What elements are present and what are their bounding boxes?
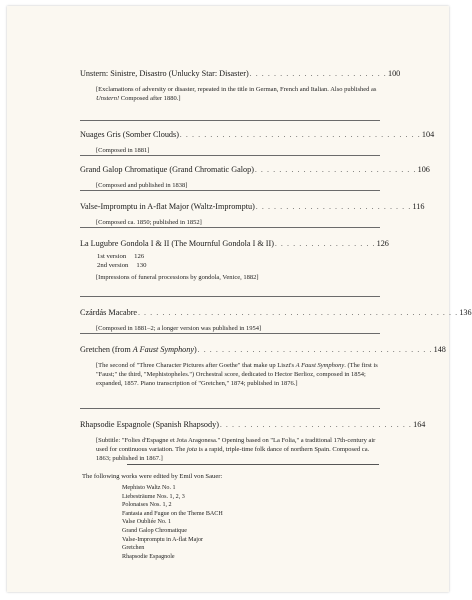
entry-title: La Lugubre Gondola I & II (The Mournful Gondola I & II) [80,239,274,248]
version-page: 130 [136,262,147,269]
entry-note: [Composed and published in 1838] [96,182,188,189]
entry-note: [Impressions of funeral processions by gondola, Venice, 1882] [96,274,259,281]
version-list [80,250,380,270]
note-text: [The second of "Three Character Pictures after Goethe" that make up Liszt's [96,362,296,369]
entry-row [80,68,401,80]
toc-entry-grand-galop[interactable] [80,158,430,191]
dot-leader: . . . . . . . . . . . . . . . . . . . . . . . . . . . . . . . . [219,421,413,429]
version-page: 126 [134,253,145,260]
title-text: ) [194,345,197,354]
edited-work-item: Grand Galop Chromatique [122,527,187,534]
entry-row [80,230,389,250]
entry-row [80,193,425,213]
toc-entry-czardas-macabre[interactable] [80,299,472,334]
entry-note: [Composed in 1881–2; a longer version was published in 1954] [96,325,262,332]
note-italic: Unstern! [96,95,120,102]
entry-row [80,123,435,141]
entry-page-number: 136 [459,308,472,317]
edited-work-item: Mephisto Waltz No. 1 [122,485,176,491]
dot-leader: . . . . . . . . . . . . . . . . . . . . . . . . . . [255,203,412,211]
version-label: 1st version [97,253,127,260]
editor-note [82,472,382,561]
edited-work-item: Liebesträume Nos. 1, 2, 3 [122,493,185,500]
entry-page-number: 106 [417,165,430,174]
edited-work-item: Polonaises Nos. 1, 2 [122,502,172,509]
entry-title: Unstern: Sinistre, Disastro (Unlucky Star: Disaster) [80,69,249,78]
book-page [7,6,472,592]
entry-page-number: 100 [387,69,401,78]
toc-entry-valse-impromptu[interactable] [80,193,425,228]
entry-note [80,80,380,103]
entry-note [80,431,380,463]
entry-title: Rhapsodie Espagnole (Spanish Rhapsody) [80,420,219,429]
entry-page-number: 116 [412,202,425,211]
entry-page-number: 126 [376,239,389,248]
entry-title: Nuages Gris (Somber Clouds) [80,130,179,139]
title-text: Gretchen (from [80,345,133,354]
entry-row [80,336,446,356]
dot-leader: . . . . . . . . . . . . . . . . . [274,240,376,248]
toc-entry-gretchen[interactable] [80,336,446,409]
dot-leader: . . . . . . . . . . . . . . . . . . . . . . . . . . . . . . . . . . . . . . . . . . . . . . . . . . . . . [138,309,459,317]
edited-work-item: Valse-Impromptu in A-flat Major [122,536,204,543]
entry-note [80,356,380,388]
toc-entry-rhapsodie-espagnole[interactable] [80,411,426,479]
entry-row [80,411,426,431]
dot-leader: . . . . . . . . . . . . . . . . . . . . . . . . . . . [254,166,417,174]
edited-work-item: Gretchen [122,545,145,552]
entry-page-number: 148 [433,345,446,354]
section-divider [127,464,379,465]
entry-title: Czárdás Macabre [80,308,138,317]
note-text: [Exclamations of adversity or disaster, repeated in the title in German, French and Italian. Also published as [96,86,377,93]
edited-work-item: Fantasia and Fugue on the Theme BACH [122,510,223,517]
version-item[interactable] [97,252,380,261]
version-label: 2nd version [97,262,129,269]
version-item[interactable] [97,261,380,270]
entry-note: [Composed ca. 1850; published in 1852] [96,219,202,226]
editor-note-heading: The following works were edited by Emil von Sauer: [82,473,223,480]
table-of-contents [80,68,472,479]
toc-entry-unstern[interactable] [80,68,401,121]
note-text: . (The first is "Faust;" the third, "Mephistopheles.") Orchestral score, dedicated to Hector Berlioz, composed in 1854; expanded, 1857. Piano transcription of "Gretchen," 1874; published in 1876.] [96,362,378,387]
entry-title [80,344,197,355]
edited-work-item: Rhapsodie Espagnole [122,553,175,560]
note-text: Composed after 1880.] [119,95,181,102]
dot-leader: . . . . . . . . . . . . . . . . . . . . . . . [249,70,387,78]
edited-work-item: Valse Oubliée No. 1 [122,519,172,526]
entry-title: Grand Galop Chromatique (Grand Chromatic Galop) [80,165,254,174]
entry-note: [Composed in 1881] [96,147,150,154]
entry-title: Valse-Impromptu in A-flat Major (Waltz-Impromptu) [80,202,255,211]
note-italic: A Faust Symphony [295,362,345,369]
dot-leader: . . . . . . . . . . . . . . . . . . . . . . . . . . . . . . . . . . . . . . . . [179,131,421,139]
dot-leader: . . . . . . . . . . . . . . . . . . . . . . . . . . . . . . . . . . . . . . . [197,346,433,354]
entry-row [80,158,430,176]
entry-row [80,299,472,319]
note-text: [Subtitle: "Folies d'Espagne et Jota Aragonesa." Opening based on "La Folia," a traditional 17th-century air used for continuous variation. The [96,437,376,453]
note-italic: jota [186,446,197,453]
entry-page-number: 104 [421,130,435,139]
title-italic: A Faust Symphony [132,345,194,354]
note-text: is a rapid, triple-time folk dance of northern Spain. Composed ca. 1863; published in 1867.] [96,446,370,462]
toc-entry-nuages-gris[interactable] [80,123,435,156]
edited-works-list [82,481,382,561]
toc-entry-la-lugubre-gondola[interactable] [80,230,389,297]
entry-page-number: 164 [413,420,426,429]
